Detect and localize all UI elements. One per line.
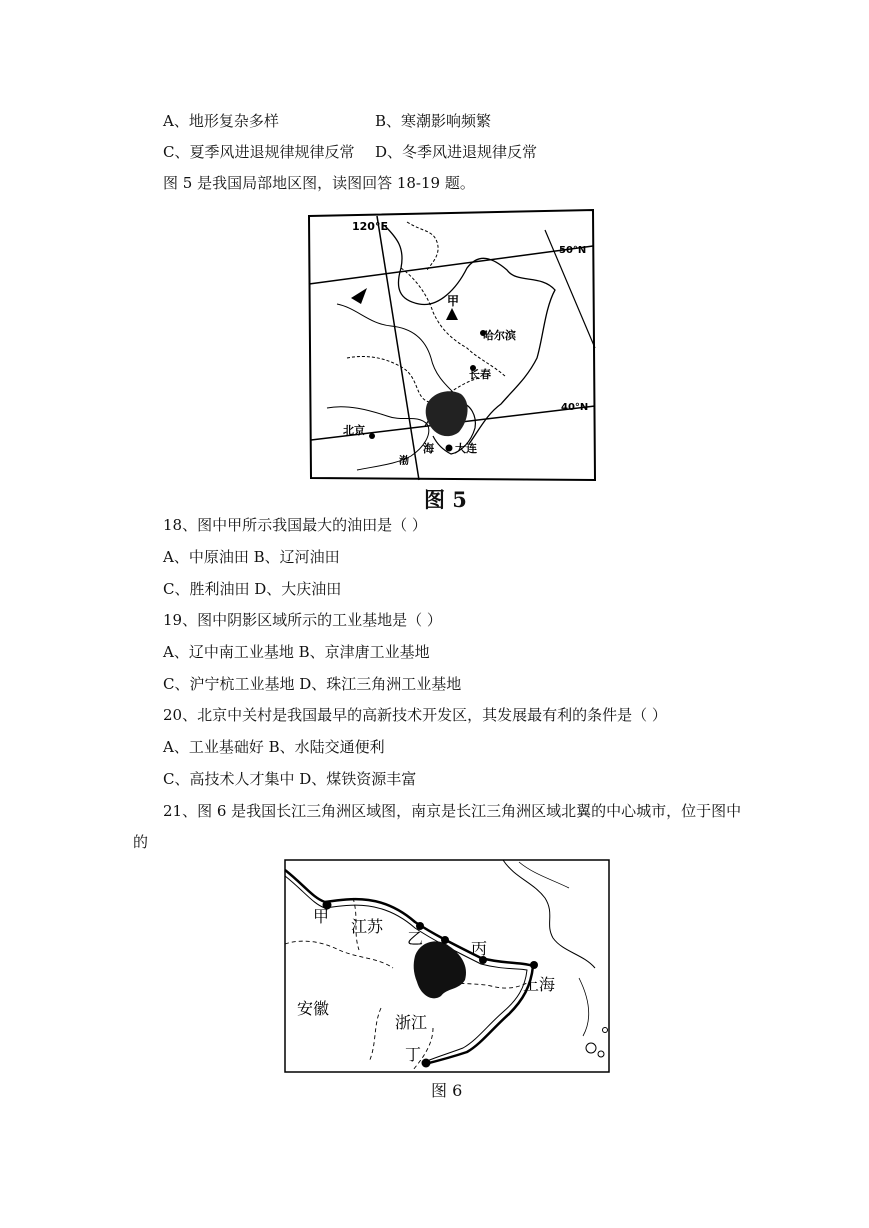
q17-option-d: D、冬季风进退规律反常 xyxy=(375,143,538,161)
fig5-label-jia: 甲 xyxy=(447,294,460,308)
fig6-label-bing: 丙 xyxy=(471,939,488,958)
fig5-label-harbin: 哈尔滨 xyxy=(483,329,516,342)
figure-6-map xyxy=(283,858,613,1076)
q20-options-row2: C、高技术人才集中 D、煤铁资源丰富 xyxy=(163,770,417,788)
fig6-label-anhui: 安徽 xyxy=(297,999,330,1018)
q17-option-b: B、寒潮影响频繁 xyxy=(375,112,492,130)
q21-stem-line2: 的 xyxy=(133,833,149,851)
q18-options-row2: C、胜利油田 D、大庆油田 xyxy=(163,580,342,598)
fig5-label-lon: 120°E xyxy=(352,220,388,233)
q20-stem: 20、北京中关村是我国最早的高新技术开发区，其发展最有利的条件是（ ） xyxy=(163,706,667,724)
fig6-label-yi: 乙 xyxy=(407,929,424,948)
fig5-intro: 图 5 是我国局部地区图，读图回答 18-19 题。 xyxy=(163,174,475,192)
fig5-label-changchun: 长春 xyxy=(469,368,491,381)
fig6-label-shanghai: 上海 xyxy=(523,975,556,994)
q20-options-row1: A、工业基础好 B、水陆交通便利 xyxy=(163,738,385,756)
q21-stem-line1: 21、图 6 是我国长江三角洲区域图，南京是长江三角洲区域北翼的中心城市，位于图中 xyxy=(163,802,742,820)
q18-stem: 18、图中甲所示我国最大的油田是（ ） xyxy=(163,516,427,534)
q17-option-c: C、夏季风进退规律规律反常 xyxy=(163,143,355,161)
fig5-label-dalian: 大连 xyxy=(455,442,477,455)
fig6-label-jia: 甲 xyxy=(313,907,330,926)
figure-5-caption: 图 5 xyxy=(424,487,467,512)
fig5-label-bottom: 渤 xyxy=(399,456,409,467)
q19-options-row2: C、沪宁杭工业基地 D、珠江三角洲工业基地 xyxy=(163,675,462,693)
fig6-label-ding: 丁 xyxy=(405,1045,422,1064)
q19-stem: 19、图中阴影区域所示的工业基地是（ ） xyxy=(163,611,442,629)
fig6-label-jiangsu: 江苏 xyxy=(351,917,384,936)
fig6-label-zhejiang: 浙江 xyxy=(395,1013,428,1032)
fig5-label-lat50: 50°N xyxy=(559,245,587,256)
figure-5-map xyxy=(307,208,597,482)
figure-6-caption: 图 6 xyxy=(431,1081,463,1100)
fig5-label-beijing: 北京 xyxy=(343,424,365,437)
q17-option-a: A、地形复杂多样 xyxy=(163,112,279,130)
q19-options-row1: A、辽中南工业基地 B、京津唐工业基地 xyxy=(163,643,430,661)
fig5-label-lat40: 40°N xyxy=(561,402,589,413)
q18-options-row1: A、中原油田 B、辽河油田 xyxy=(163,548,340,566)
fig5-label-hai: 海 xyxy=(423,442,434,455)
